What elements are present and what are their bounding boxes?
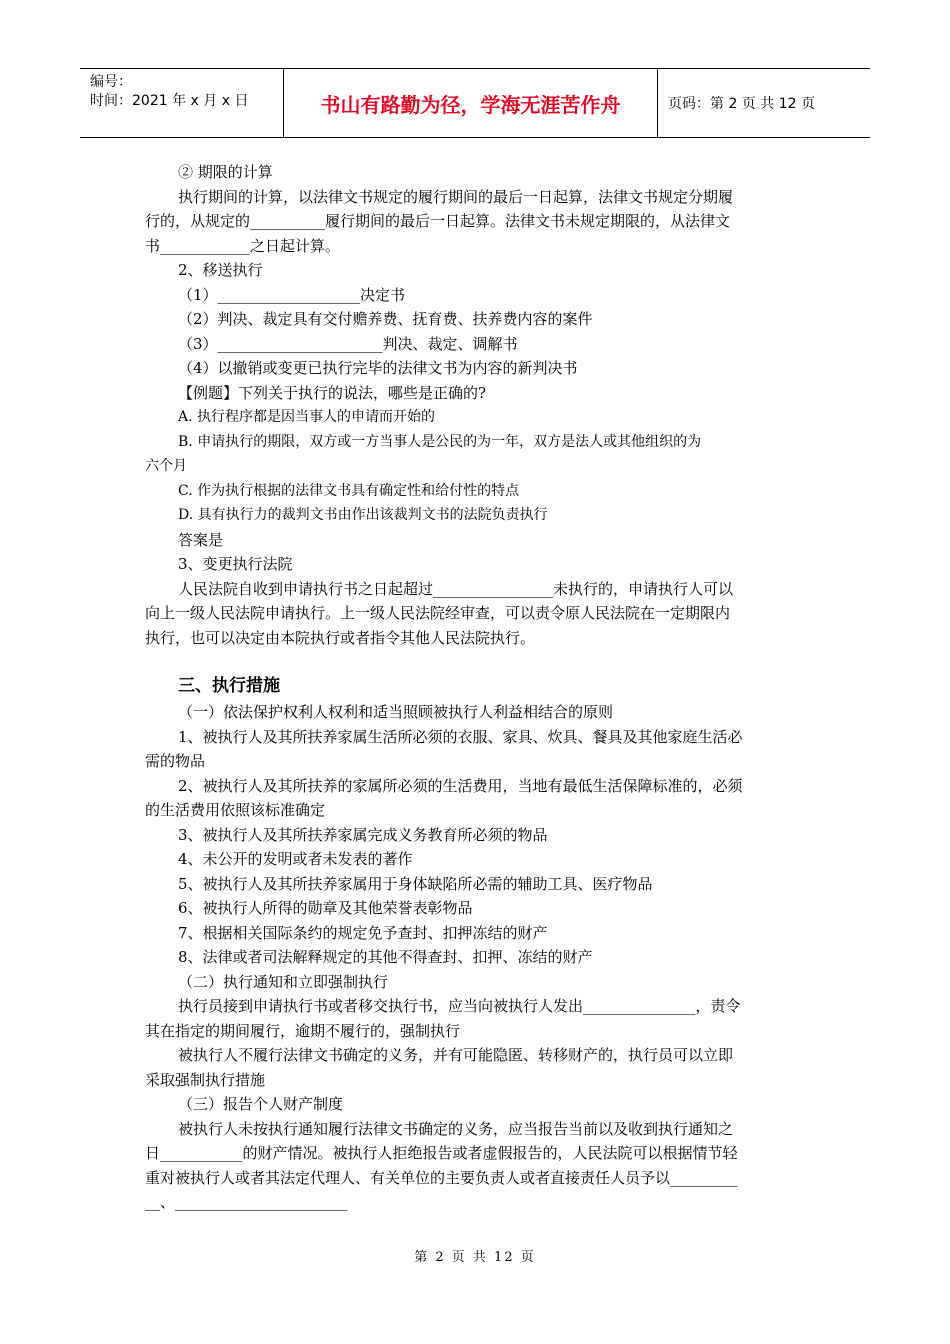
body-line: （2）判决、裁定具有交付赡养费、抚育费、扶养费内容的案件 xyxy=(178,310,593,328)
body-line: 被执行人未按执行通知履行法律文书确定的义务，应当报告当前以及收到执行通知之 xyxy=(178,1119,734,1138)
document-body xyxy=(145,160,810,1215)
header-meta xyxy=(80,69,284,137)
body-line: （3）______________________判决、裁定、调解书 xyxy=(178,334,518,353)
list-item-continued: 的生活费用依照该标准确定 xyxy=(145,801,326,819)
answer-line: 答案是 xyxy=(178,530,224,549)
option-a: A. 执行程序都是因当事人的申请而开始的 xyxy=(178,409,436,425)
page-footer: 第 2 页 共 12 页 xyxy=(414,1250,536,1265)
body-line: （4）以撤销或变更已执行完毕的法律文书为内容的新判决书 xyxy=(178,359,578,377)
body-line: 3、变更执行法院 xyxy=(178,555,293,573)
subsection-heading: （一）依法保护权利人权利和适当照顾被执行人利益相结合的原则 xyxy=(178,703,614,721)
body-line: 书____________之日起计算。 xyxy=(145,236,341,255)
list-item: 7、根据相关国际条约的规定免予查封、扣押冻结的财产 xyxy=(178,923,548,942)
body-line: 其在指定的期间履行，逾期不履行的，强制执行 xyxy=(145,1021,461,1040)
body-line: ② 期限的计算 xyxy=(178,163,273,181)
list-item: 3、被执行人及其所扶养家属完成义务教育所必须的物品 xyxy=(178,825,548,844)
body-line: 执行，也可以决定由本院执行或者指令其他人民法院执行。 xyxy=(145,628,536,647)
subsection-heading: （三）报告个人财产制度 xyxy=(178,1095,344,1113)
list-item-continued: 需的物品 xyxy=(145,752,206,770)
example-question: 【例题】下列关于执行的说法，哪些是正确的? xyxy=(178,383,487,402)
list-item: 5、被执行人及其所扶养家属用于身体缺陷所必需的辅助工具、医疗物品 xyxy=(178,874,653,893)
document-number: 编号： xyxy=(90,74,132,90)
list-item: 6、被执行人所得的勋章及其他荣誉表彰物品 xyxy=(178,899,473,917)
body-line: 执行期间的计算，以法律文书规定的履行期间的最后一日起算，法律文书规定分期履 xyxy=(178,187,734,206)
page-header xyxy=(80,68,870,138)
body-line: 人民法院自收到申请执行书之日起超过________________未执行的，申请执行人可以 xyxy=(178,579,734,598)
list-item: 4、未公开的发明或者未发表的著作 xyxy=(178,850,413,868)
list-item: 1、被执行人及其所扶养家属生活所必须的衣服、家具、炊具、餐具及其他家庭生活必 xyxy=(178,727,743,746)
option-c: C. 作为执行根据的法律文书具有确定性和给付性的特点 xyxy=(178,482,520,499)
option-d: D. 具有执行力的裁判文书由作出该裁判文书的法院负责执行 xyxy=(178,507,548,523)
body-line: （1）___________________决定书 xyxy=(178,285,406,304)
body-line: 被执行人不履行法律文书确定的义务，并有可能隐匿、转移财产的，执行员可以立即 xyxy=(178,1046,734,1064)
option-b-continued: 六个月 xyxy=(145,458,187,474)
subsection-heading: （二）执行通知和立即强制执行 xyxy=(178,972,389,991)
section-heading: 三、执行措施 xyxy=(178,676,280,696)
header-page-number: 页码：第 2 页 共 12 页 xyxy=(668,96,815,112)
body-line: 采取强制执行措施 xyxy=(145,1070,266,1089)
header-motto: 书山有路勤为径，学海无涯苦作舟 xyxy=(284,69,658,137)
body-line: 重对被执行人或者其法定代理人、有关单位的主要负责人或者直接责任人员予以_________ xyxy=(145,1168,738,1187)
body-line: __、_______________________ xyxy=(145,1193,348,1211)
option-b: B. 申请执行的期限，双方或一方当事人是公民的为一年，双方是法人或其他组织的为 xyxy=(178,433,702,450)
body-line: 向上一级人民法院申请执行。上一级人民法院经审查，可以责令原人民法院在一定期限内 xyxy=(145,604,731,622)
body-line: 2、移送执行 xyxy=(178,261,263,279)
list-item: 2、被执行人及其所扶养的家属所必须的生活费用，当地有最低生活保障标准的，必须 xyxy=(178,776,743,795)
list-item: 8、法律或者司法解释规定的其他不得查封、扣押、冻结的财产 xyxy=(178,948,593,966)
body-line: 行的，从规定的__________履行期间的最后一日起算。法律文书未规定期限的，从法律文 xyxy=(145,212,731,230)
document-date: 时间：2021 年 x 月 x 日 xyxy=(90,93,249,109)
body-line: 日___________的财产情况。被执行人拒绝报告或者虚假报告的，人民法院可以根据情节轻 xyxy=(145,1144,738,1162)
body-line: 执行员接到申请执行书或者移交执行书，应当向被执行人发出_______________，责令 xyxy=(178,997,741,1015)
